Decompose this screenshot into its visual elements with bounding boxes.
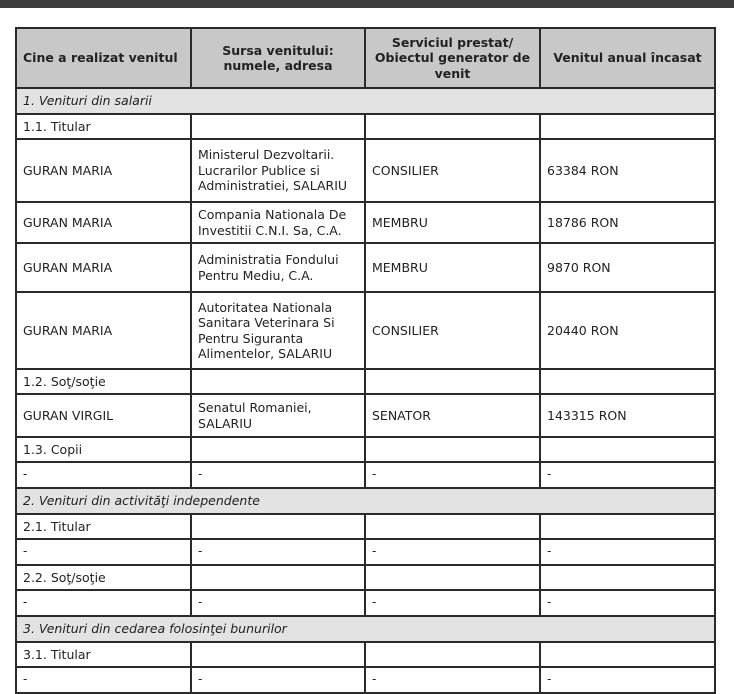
empty-cell xyxy=(540,369,715,394)
cell-service: - xyxy=(365,462,540,488)
empty-cell xyxy=(540,642,715,667)
subsection-label: 1.1. Titular xyxy=(16,114,191,139)
cell-income: - xyxy=(540,462,715,488)
empty-cell xyxy=(191,565,365,590)
cell-person: - xyxy=(16,462,191,488)
empty-cell xyxy=(540,437,715,462)
empty-cell xyxy=(191,642,365,667)
cell-person: - xyxy=(16,590,191,616)
cell-service: MEMBRU xyxy=(365,243,540,292)
section-label: 2. Venituri din activităţi independente xyxy=(16,488,715,514)
empty-cell xyxy=(191,114,365,139)
empty-cell xyxy=(191,369,365,394)
empty-cell xyxy=(365,642,540,667)
cell-income: - xyxy=(540,539,715,565)
table-row xyxy=(16,394,715,437)
subsection-label: 2.2. Soţ/soţie xyxy=(16,565,191,590)
cell-service: - xyxy=(365,590,540,616)
income-table xyxy=(15,27,716,694)
section-row xyxy=(16,488,715,514)
viewer-top-bar xyxy=(0,0,734,8)
subsection-row xyxy=(16,514,715,539)
cell-service: - xyxy=(365,539,540,565)
table-row xyxy=(16,590,715,616)
header-sursa: Sursa venitului: numele, adresa xyxy=(191,28,365,88)
cell-income: 143315 RON xyxy=(540,394,715,437)
empty-cell xyxy=(365,514,540,539)
table-header-row xyxy=(16,28,715,88)
cell-source: Compania Nationala De Investitii C.N.I. Sa, C.A. xyxy=(191,202,365,243)
cell-source: - xyxy=(191,539,365,565)
table-row xyxy=(16,539,715,565)
subsection-label: 1.3. Copii xyxy=(16,437,191,462)
section-label: 1. Venituri din salarii xyxy=(16,88,715,114)
subsection-label: 1.2. Soţ/soţie xyxy=(16,369,191,394)
empty-cell xyxy=(191,437,365,462)
subsection-row xyxy=(16,565,715,590)
cell-source: - xyxy=(191,462,365,488)
subsection-row xyxy=(16,437,715,462)
section-label: 3. Venituri din cedarea folosinţei bunurilor xyxy=(16,616,715,642)
cell-service: CONSILIER xyxy=(365,292,540,369)
cell-source: - xyxy=(191,667,365,693)
cell-service: CONSILIER xyxy=(365,139,540,202)
header-venitul: Venitul anual încasat xyxy=(540,28,715,88)
section-row xyxy=(16,616,715,642)
empty-cell xyxy=(540,114,715,139)
cell-source: Senatul Romaniei, SALARIU xyxy=(191,394,365,437)
cell-income: 63384 RON xyxy=(540,139,715,202)
cell-person: GURAN MARIA xyxy=(16,139,191,202)
cell-income: 18786 RON xyxy=(540,202,715,243)
cell-source: - xyxy=(191,590,365,616)
cell-person: GURAN MARIA xyxy=(16,292,191,369)
cell-source: Autoritatea Nationala Sanitara Veterinara Si Pentru Siguranta Alimentelor, SALARIU xyxy=(191,292,365,369)
cell-person: - xyxy=(16,667,191,693)
cell-income: - xyxy=(540,590,715,616)
empty-cell xyxy=(540,565,715,590)
cell-service: MEMBRU xyxy=(365,202,540,243)
cell-service: SENATOR xyxy=(365,394,540,437)
section-row xyxy=(16,88,715,114)
subsection-row xyxy=(16,114,715,139)
table-row xyxy=(16,462,715,488)
table-row xyxy=(16,667,715,693)
cell-person: - xyxy=(16,539,191,565)
empty-cell xyxy=(191,514,365,539)
header-cine: Cine a realizat venitul xyxy=(16,28,191,88)
cell-income: - xyxy=(540,667,715,693)
cell-source: Ministerul Dezvoltarii. Lucrarilor Publice si Administratiei, SALARIU xyxy=(191,139,365,202)
subsection-row xyxy=(16,369,715,394)
table-row xyxy=(16,292,715,369)
cell-service: - xyxy=(365,667,540,693)
subsection-row xyxy=(16,642,715,667)
table-row xyxy=(16,243,715,292)
cell-source: Administratia Fondului Pentru Mediu, C.A. xyxy=(191,243,365,292)
table-row xyxy=(16,139,715,202)
cell-income: 20440 RON xyxy=(540,292,715,369)
empty-cell xyxy=(365,565,540,590)
cell-person: GURAN MARIA xyxy=(16,202,191,243)
empty-cell xyxy=(365,114,540,139)
header-serviciul: Serviciul prestat/ Obiectul generator de venit xyxy=(365,28,540,88)
cell-person: GURAN MARIA xyxy=(16,243,191,292)
table-row xyxy=(16,202,715,243)
cell-person: GURAN VIRGIL xyxy=(16,394,191,437)
cell-income: 9870 RON xyxy=(540,243,715,292)
empty-cell xyxy=(365,369,540,394)
empty-cell xyxy=(540,514,715,539)
empty-cell xyxy=(365,437,540,462)
subsection-label: 3.1. Titular xyxy=(16,642,191,667)
subsection-label: 2.1. Titular xyxy=(16,514,191,539)
